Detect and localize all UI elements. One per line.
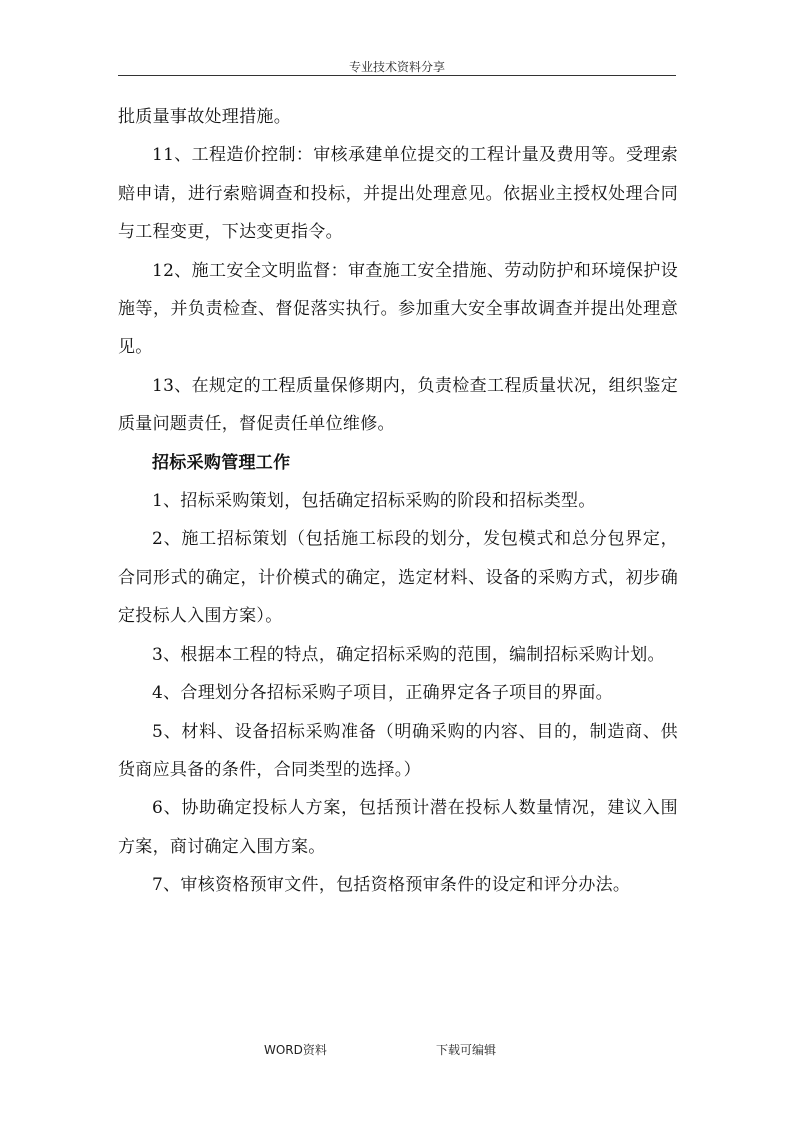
page-header: 专业技术资料分享	[348, 60, 445, 74]
paragraph-continuation: 批质量事故处理措施。	[118, 107, 291, 127]
document-body	[118, 98, 678, 905]
list-item-5: 5、材料、设备招标采购准备（明确采购的内容、目的，制造商、供货商应具备的条件，合同类型的选择。）	[118, 721, 678, 780]
list-item-3: 3、根据本工程的特点，确定招标采购的范围，编制招标采购计划。	[152, 644, 665, 665]
list-item-4: 4、合理划分各招标采购子项目，正确界定各子项目的界面。	[152, 683, 613, 704]
list-item-6: 6、协助确定投标人方案，包括预计潜在投标人数量情况，建议入围方案，商讨确定入围方案。	[118, 798, 678, 857]
header-divider	[118, 75, 676, 76]
footer-left-label: WORD资料	[264, 1043, 327, 1057]
section-heading: 招标采购管理工作	[152, 452, 291, 473]
list-item-2: 2、施工招标策划（包括施工标段的划分，发包模式和总分包界定，合同形式的确定，计价模式的确定，选定材料、设备的采购方式，初步确定投标人入围方案）。	[118, 529, 678, 627]
list-item-1: 1、招标采购策划，包括确定招标采购的阶段和招标类型。	[152, 491, 596, 512]
paragraph-item-13: 13、在规定的工程质量保修期内，负责检查工程质量状况，组织鉴定质量问题责任，督促责任单位维修。	[118, 375, 678, 435]
footer-right-label: 下载可编辑	[436, 1043, 497, 1057]
paragraph-item-12: 12、施工安全文明监督：审查施工安全措施、劳动防护和环境保护设施等，并负责检查、督促落实执行。参加重大安全事故调查并提出处理意见。	[118, 260, 678, 358]
paragraph-item-11: 11、工程造价控制：审核承建单位提交的工程计量及费用等。受理索赔申请，进行索赔调查和投标，并提出处理意见。依据业主授权处理合同与工程变更，下达变更指令。	[118, 145, 678, 243]
list-item-7: 7、审核资格预审文件，包括资格预审条件的设定和评分办法。	[152, 875, 631, 896]
